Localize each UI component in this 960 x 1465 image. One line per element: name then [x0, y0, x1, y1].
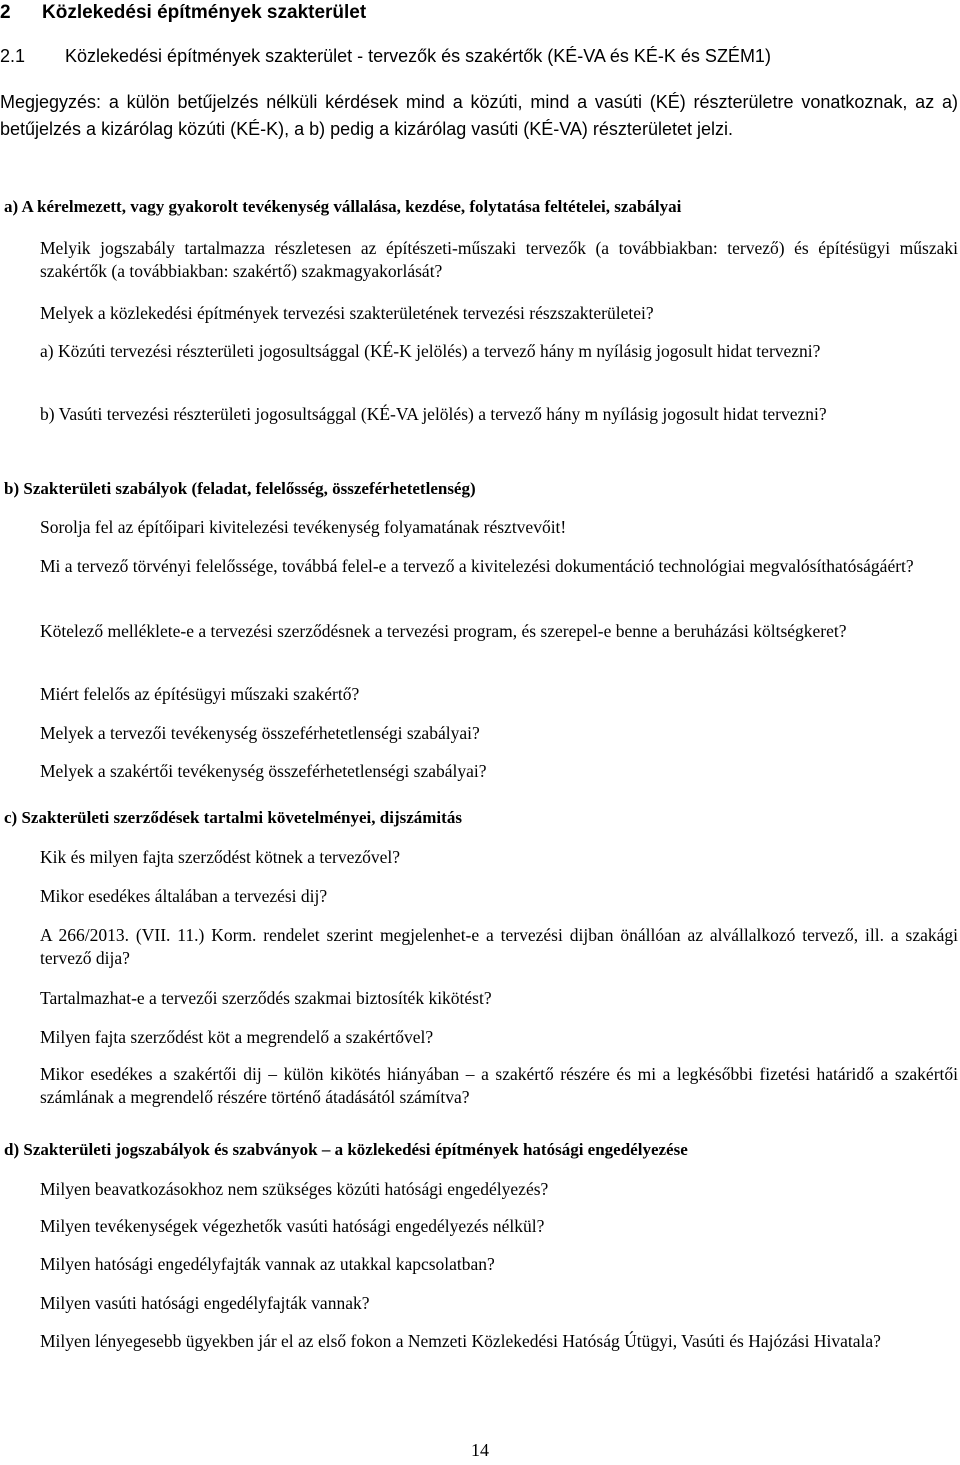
section-a-title: a) A kérelmezett, vagy gyakorolt tevékenység vállalása, kezdése, folytatása feltételei, szabályai — [4, 197, 682, 216]
question: Melyek a tervezői tevékenység összeférhetetlenségi szabályai? — [40, 723, 480, 743]
question: Melyek a szakértői tevékenység összeférhetetlenségi szabályai? — [40, 761, 487, 781]
section-b-title: b) Szakterületi szabályok (feladat, felelősség, összeférhetetlenség) — [4, 479, 476, 498]
chapter-number: 2 — [0, 2, 11, 23]
question: Kötelező melléklete-e a tervezési szerződésnek a tervezési program, és szerepel-e benne a beruházási költségkeret? — [40, 621, 847, 641]
question: Melyek a közlekedési építmények tervezési szakterületének tervezési részszakterületei? — [40, 303, 654, 323]
page-number: 14 — [471, 1440, 489, 1460]
question: Milyen lényegesebb ügyekben jár el az első fokon a Nemzeti Közlekedési Hatóság Útügyi, Vasúti és Hajózási Hivatala? — [40, 1331, 881, 1351]
chapter-heading — [0, 2, 366, 24]
question: Milyen hatósági engedélyfajták vannak az utakkal kapcsolatban? — [40, 1254, 495, 1274]
section-title: Közlekedési építmények szakterület - tervezők és szakértők (KÉ-VA és KÉ-K és SZÉM1) — [65, 46, 771, 66]
question: a) Közúti tervezési részterületi jogosultsággal (KÉ-K jelölés) a tervező hány m nyílásig jogosult hidat tervezni? — [40, 341, 821, 361]
question: Miért felelős az építésügyi műszaki szakértő? — [40, 684, 360, 704]
question: b) Vasúti tervezési részterületi jogosultsággal (KÉ-VA jelölés) a tervező hány m nyílásig jogosult hidat tervezni? — [40, 404, 827, 424]
question: A 266/2013. (VII. 11.) Korm. rendelet szerint megjelenhet-e a tervezési dijban önállóan az alvállalkozó tervező, ill. a szakági tervező dija? — [40, 925, 958, 968]
question: Milyen beavatkozásokhoz nem szükséges közúti hatósági engedélyezés? — [40, 1179, 549, 1199]
note-paragraph: Megjegyzés: a külön betűjelzés nélküli kérdések mind a közúti, mind a vasúti (KÉ) részterületre vonatkoznak, az a) betűjelzés a kizárólag közúti (KÉ-K), a b) pedig a kizárólag vasúti (KÉ-VA) részterületet jelzi. — [0, 92, 958, 139]
question: Mikor esedékes a szakértői dij – külön kikötés hiányában – a szakértő részére és mi a legkésőbbi fizetési határidő a szakértői számlának a megrendelő részére történő átadásától számítva? — [40, 1064, 958, 1107]
question: Milyen vasúti hatósági engedélyfajták vannak? — [40, 1293, 370, 1313]
question: Mi a tervező törvényi felelőssége, továbbá felel-e a tervező a kivitelezési dokumentáció technológiai megvalósíthatóságáért? — [40, 556, 914, 576]
question: Milyen tevékenységek végezhetők vasúti hatósági engedélyezés nélkül? — [40, 1216, 545, 1236]
section-heading — [0, 46, 771, 67]
section-number: 2.1 — [0, 46, 26, 66]
question: Kik és milyen fajta szerződést kötnek a tervezővel? — [40, 847, 401, 867]
section-d-title: d) Szakterületi jogszabályok és szabványok – a közlekedési építmények hatósági engedélyezése — [4, 1140, 688, 1159]
question: Mikor esedékes általában a tervezési dij? — [40, 886, 328, 906]
question: Tartalmazhat-e a tervezői szerződés szakmai biztosíték kikötést? — [40, 988, 492, 1008]
chapter-title: Közlekedési építmények szakterület — [42, 2, 367, 23]
question: Sorolja fel az építőipari kivitelezési tevékenység folyamatának résztvevőit! — [40, 517, 567, 537]
question: Milyen fajta szerződést köt a megrendelő a szakértővel? — [40, 1027, 434, 1047]
section-c-title: c) Szakterületi szerződések tartalmi követelményei, dijszámitás — [4, 808, 462, 827]
question: Melyik jogszabály tartalmazza részletesen az építészeti-műszaki tervezők (a továbbiakban: tervező) és építésügyi műszaki szakértők (a továbbiakban: szakértő) szakmagyakorlását? — [40, 238, 958, 281]
